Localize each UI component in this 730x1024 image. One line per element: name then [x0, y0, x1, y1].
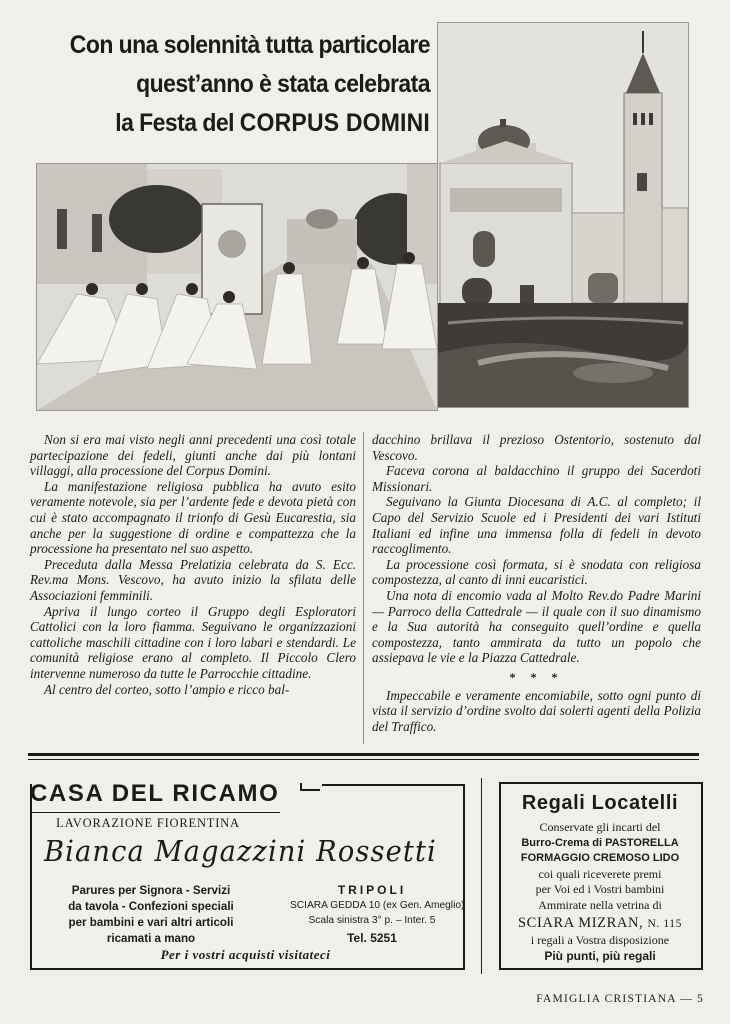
ad-ricamo-products [46, 883, 256, 947]
ad-locatelli-line: Conservate gli incarti del [539, 820, 661, 834]
headline-corpus-domini: CORPUS DOMINI [239, 109, 430, 137]
ad-locatelli-product: Burro-Crema di PASTORELLA [521, 836, 679, 849]
ad-ricamo-corner [300, 789, 320, 791]
article-paragraph: Seguivano la Giunta Diocesana di A.C. al completo; il Capo del Servizio Scuole ed i Presidenti dei vari Istituti Italiani ed infine una immensa folla di fedeli in devoto raccoglimento. [372, 494, 701, 557]
page-number: — 5 [680, 993, 704, 1005]
headline-line-2: quest’anno è stata celebrata [136, 70, 430, 98]
article-paragraph: Preceduta dalla Messa Prelatizia celebrata da S. Ecc. Rev.ma Mons. Vescovo, ha avuto inizio la sfilata delle Associazioni femminili. [30, 556, 356, 603]
article-paragraph: Faceva corona al baldacchino il gruppo dei Sacerdoti Missionari. [372, 463, 701, 494]
ad-ricamo-address [290, 883, 465, 946]
section-separator-stars: * * * [509, 669, 564, 684]
headline [64, 26, 430, 143]
article-paragraph: Al centro del corteo, sotto l’ampio e ricco bal- [44, 681, 290, 697]
ad-ricamo-title: CASA DEL RICAMO [30, 780, 280, 807]
procession-photo [36, 163, 438, 411]
article-paragraph: Apriva il lungo corteo il Gruppo degli Esploratori Cattolici con la loro fiamma. Seguivano le organizzazioni cattoliche maschili cittadine con i loro labari e stendardi. Le comunità religiose erano al completo. Il Piccolo Clero intervenne numeroso da tutte le Parrocchie cittadine. [30, 603, 356, 681]
article-paragraph: La processione così formata, si è snodata con religiosa compostezza, al canto di inni eucaristici. [372, 556, 701, 588]
ad-ricamo-product-line: ricamati a mano [106, 932, 196, 945]
ad-locatelli-street: SCIARA MIZRAN, [518, 914, 644, 931]
ad-locatelli-location [501, 914, 699, 933]
ad-ricamo-stairs: Scala sinistra 3° p. – Inter. 5 [308, 915, 436, 926]
ad-ricamo-frame-top [322, 784, 463, 786]
ad-ricamo-corner-vertical [300, 783, 302, 791]
ads-divider [481, 778, 482, 974]
ad-locatelli [501, 790, 699, 965]
column-divider [363, 432, 364, 744]
ad-ricamo-title-underline [30, 812, 280, 813]
headline-line-1: Con una solennità tutta particolare [69, 31, 430, 59]
ad-locatelli-line: Ammirate nella vetrina di [538, 897, 662, 912]
ad-locatelli-number: N. 115 [647, 917, 682, 930]
ad-ricamo-tagline: Per i vostri acquisti visitateci [160, 947, 331, 962]
ad-ricamo-shop-name: Bianca Magazzini Rossetti [44, 834, 437, 868]
ad-locatelli-line: i regali a Vostra disposizione [530, 932, 670, 947]
article-paragraph: Una nota di encomio vada al Molto Rev.do Padre Marini — Parroco della Cattedrale — il quale con il suo dinamismo e la Sua autorità ha conseguito quell’ordine e quella compostezza, tanto ammirata da tutto un popolo che assiepava le vie e la Piazza Cattedrale. [372, 587, 701, 666]
ad-locatelli-line: coi quali riceverete premi [538, 866, 662, 881]
ad-ricamo-phone: Tel. 5251 [347, 931, 397, 945]
article-left-column [30, 432, 356, 697]
page-footer [536, 993, 704, 1005]
article-paragraph: Non si era mai visto negli anni precedenti una così totale partecipazione dei fedeli, giunti anche dai più lontani villaggi, alla processione del Corpus Domini. [30, 432, 356, 479]
article-paragraph: La manifestazione religiosa pubblica ha avuto esito veramente notevole, sia per l’ardente fede e devota pietà con cui è stato accompagnato il trionfo di Gesù Eucarestia, sia anche per la suggestione di ordine e compattezza che la processione ha presentato nel suo aspetto. [30, 478, 356, 557]
section-rule-thin [28, 759, 699, 760]
magazine-name: FAMIGLIA CRISTIANA [536, 993, 677, 1005]
ad-locatelli-title: Regali Locatelli [521, 792, 679, 814]
article-closing-paragraph: Impeccabile e veramente encomiabile, sotto ogni punto di vista il servizio d’ordine svolto dai solerti agenti della Polizia del Traffico. [372, 687, 701, 734]
ad-locatelli-product: FORMAGGIO CREMOSO LIDO [520, 852, 680, 865]
ad-ricamo-city: TRIPOLI [337, 883, 407, 897]
ad-ricamo-subtitle: LAVORAZIONE FIORENTINA [56, 816, 240, 830]
ad-locatelli-slogan: Più punti, più regali [544, 949, 656, 964]
headline-line-3-prefix: la Festa del [115, 109, 240, 137]
cathedral-photo [437, 22, 689, 408]
ad-ricamo-street: SCIARA GEDDA 10 (ex Gen. Ameglio) [290, 900, 465, 911]
ad-ricamo-product-line: Parures per Signora - Servizi [71, 884, 231, 897]
headline-line-3 [64, 104, 430, 143]
ad-ricamo-product-line: da tavola - Confezioni speciali [68, 900, 234, 913]
ad-ricamo-product-line: per bambini e vari altri articoli [68, 916, 234, 929]
section-rule [28, 753, 699, 756]
article-paragraph: dacchino brillava il prezioso Ostentorio, sostenuto dal Vescovo. [372, 432, 701, 463]
article-right-column [372, 432, 701, 734]
ad-locatelli-line: per Voi ed i Vostri bambini [535, 882, 665, 897]
